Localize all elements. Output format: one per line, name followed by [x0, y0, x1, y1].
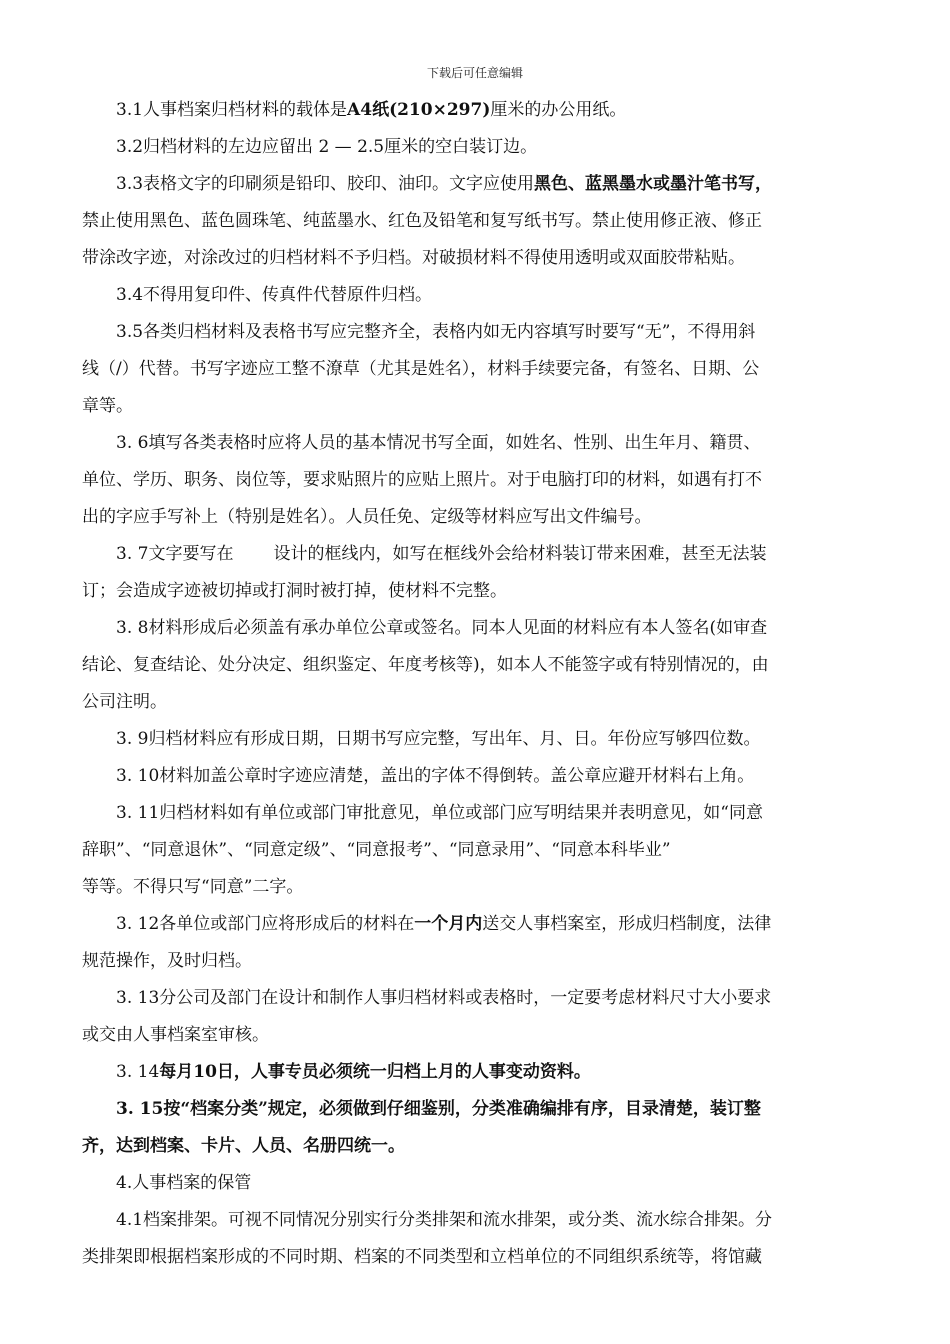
- text-line: 线（/）代替。书写字迹应工整不潦草（尤其是姓名），材料手续要完备，有签名、日期、公: [82, 359, 760, 379]
- text: 送交人事档案室，形成归档制度，法律: [482, 914, 772, 934]
- text-line: 4.1档案排架。可视不同情况分别实行分类排架和流水排架，或分类、流水综合排架。分: [116, 1210, 773, 1230]
- bold-text: 每月10日，人事专员必须统一归档上月的人事变动资料。: [159, 1062, 591, 1082]
- text: 厘米的办公用纸。: [490, 100, 627, 120]
- text: 3.3表格文字的印刷须是铅印、胶印、油印。文字应使用: [116, 174, 535, 194]
- paragraph-4-1: [82, 1202, 868, 1276]
- text: 3. 7文字要写在: [116, 544, 234, 564]
- bold-text: A4纸(210×297): [347, 100, 491, 120]
- paragraph-3-14: [82, 1054, 868, 1091]
- text-line: 订；会造成字迹被切掉或打洞时被打掉，使材料不完整。: [82, 581, 507, 601]
- text-line: 公司注明。: [82, 692, 167, 712]
- text-line: 3.5各类归档材料及表格书写应完整齐全，表格内如无内容填写时要写“无”，不得用斜: [116, 322, 756, 342]
- text-line: 3. 6填写各类表格时应将人员的基本情况书写全面，如姓名、性别、出生年月、籍贯、: [116, 433, 761, 453]
- paragraph-3-10: 3. 10材料加盖公章时字迹应清楚，盖出的字体不得倒转。盖公章应避开材料右上角。: [116, 766, 755, 786]
- paragraph-3-4: 3.4不得用复印件、传真件代替原件归档。: [116, 285, 433, 305]
- text-line: 等等。不得只写“同意”二字。: [82, 877, 304, 897]
- paragraph-3-6: [82, 425, 868, 536]
- text-line: 规范操作，及时归档。: [82, 951, 252, 971]
- text-line: 3. 11归档材料如有单位或部门审批意见，单位或部门应写明结果并表明意见，如“同意: [116, 803, 763, 823]
- paragraph-3-2: 3.2归档材料的左边应留出 2 — 2.5厘米的空白装订边。: [116, 137, 538, 157]
- paragraph-3-3: [82, 166, 868, 277]
- paragraph-3-5: [82, 314, 868, 425]
- paragraph-3-15: [82, 1091, 868, 1165]
- text: 设计的框线内，如写在框线外会给材料装订带来困难，甚至无法装: [273, 544, 767, 564]
- text: 3.1人事档案归档材料的载体是: [116, 100, 348, 120]
- paragraph-3-7: [82, 536, 868, 610]
- section-4-heading: 4.人事档案的保管: [116, 1173, 252, 1193]
- text-line: 齐，达到档案、卡片、人员、名册四统一。: [82, 1136, 405, 1156]
- paragraph-3-1: [82, 92, 868, 129]
- page-header: 下载后可任意编辑: [426, 66, 523, 80]
- document-body: [82, 92, 868, 1276]
- text-line: 或交由人事档案室审核。: [82, 1025, 269, 1045]
- text-line: 辞职”、“同意退休”、“同意定级”、“同意报考”、“同意录用”、“同意本科毕业”: [82, 840, 671, 860]
- paragraph-3-12: [82, 906, 868, 980]
- text: 3. 14: [116, 1062, 160, 1082]
- paragraph-3-8: [82, 610, 868, 721]
- paragraph-3-11: [82, 795, 868, 906]
- text: 3. 12各单位或部门应将形成后的材料在: [116, 914, 415, 934]
- text-line: 类排架即根据档案形成的不同时期、档案的不同类型和立档单位的不同组织系统等，将馆藏: [82, 1247, 762, 1267]
- text-line: 单位、学历、职务、岗位等，要求贴照片的应贴上照片。对于电脑打印的材料，如遇有打不: [82, 470, 762, 490]
- text-line: 3. 13分公司及部门在设计和制作人事归档材料或表格时，一定要考虑材料尺寸大小要求: [116, 988, 772, 1008]
- text-line: 带涂改字迹，对涂改过的归档材料不予归档。对破损材料不得使用透明或双面胶带粘贴。: [82, 248, 745, 268]
- paragraph-3-9: 3. 9归档材料应有形成日期，日期书写应完整，写出年、月、日。年份应写够四位数。: [116, 729, 761, 749]
- text-line: 3. 15按“档案分类”规定，必须做到仔细鉴别，分类准确编排有序，目录清楚，装订整: [116, 1099, 761, 1119]
- text-line: 结论、复查结论、处分决定、组织鉴定、年度考核等)，如本人不能签字或有特别情况的，由: [82, 655, 769, 675]
- text-line: 禁止使用黑色、蓝色圆珠笔、纯蓝墨水、红色及铅笔和复写纸书写。禁止使用修正液、修正: [82, 211, 762, 231]
- paragraph-3-13: [82, 980, 868, 1054]
- bold-text: 黑色、蓝黑墨水或墨汁笔书写，: [534, 174, 773, 194]
- text-line: 章等。: [82, 396, 133, 416]
- text-line: 出的字应手写补上（特别是姓名）。人员任免、定级等材料应写出文件编号。: [82, 507, 652, 527]
- text-line: 3. 8材料形成后必须盖有承办单位公章或签名。同本人见面的材料应有本人签名(如审查: [116, 618, 768, 638]
- bold-text: 一个月内: [414, 914, 483, 934]
